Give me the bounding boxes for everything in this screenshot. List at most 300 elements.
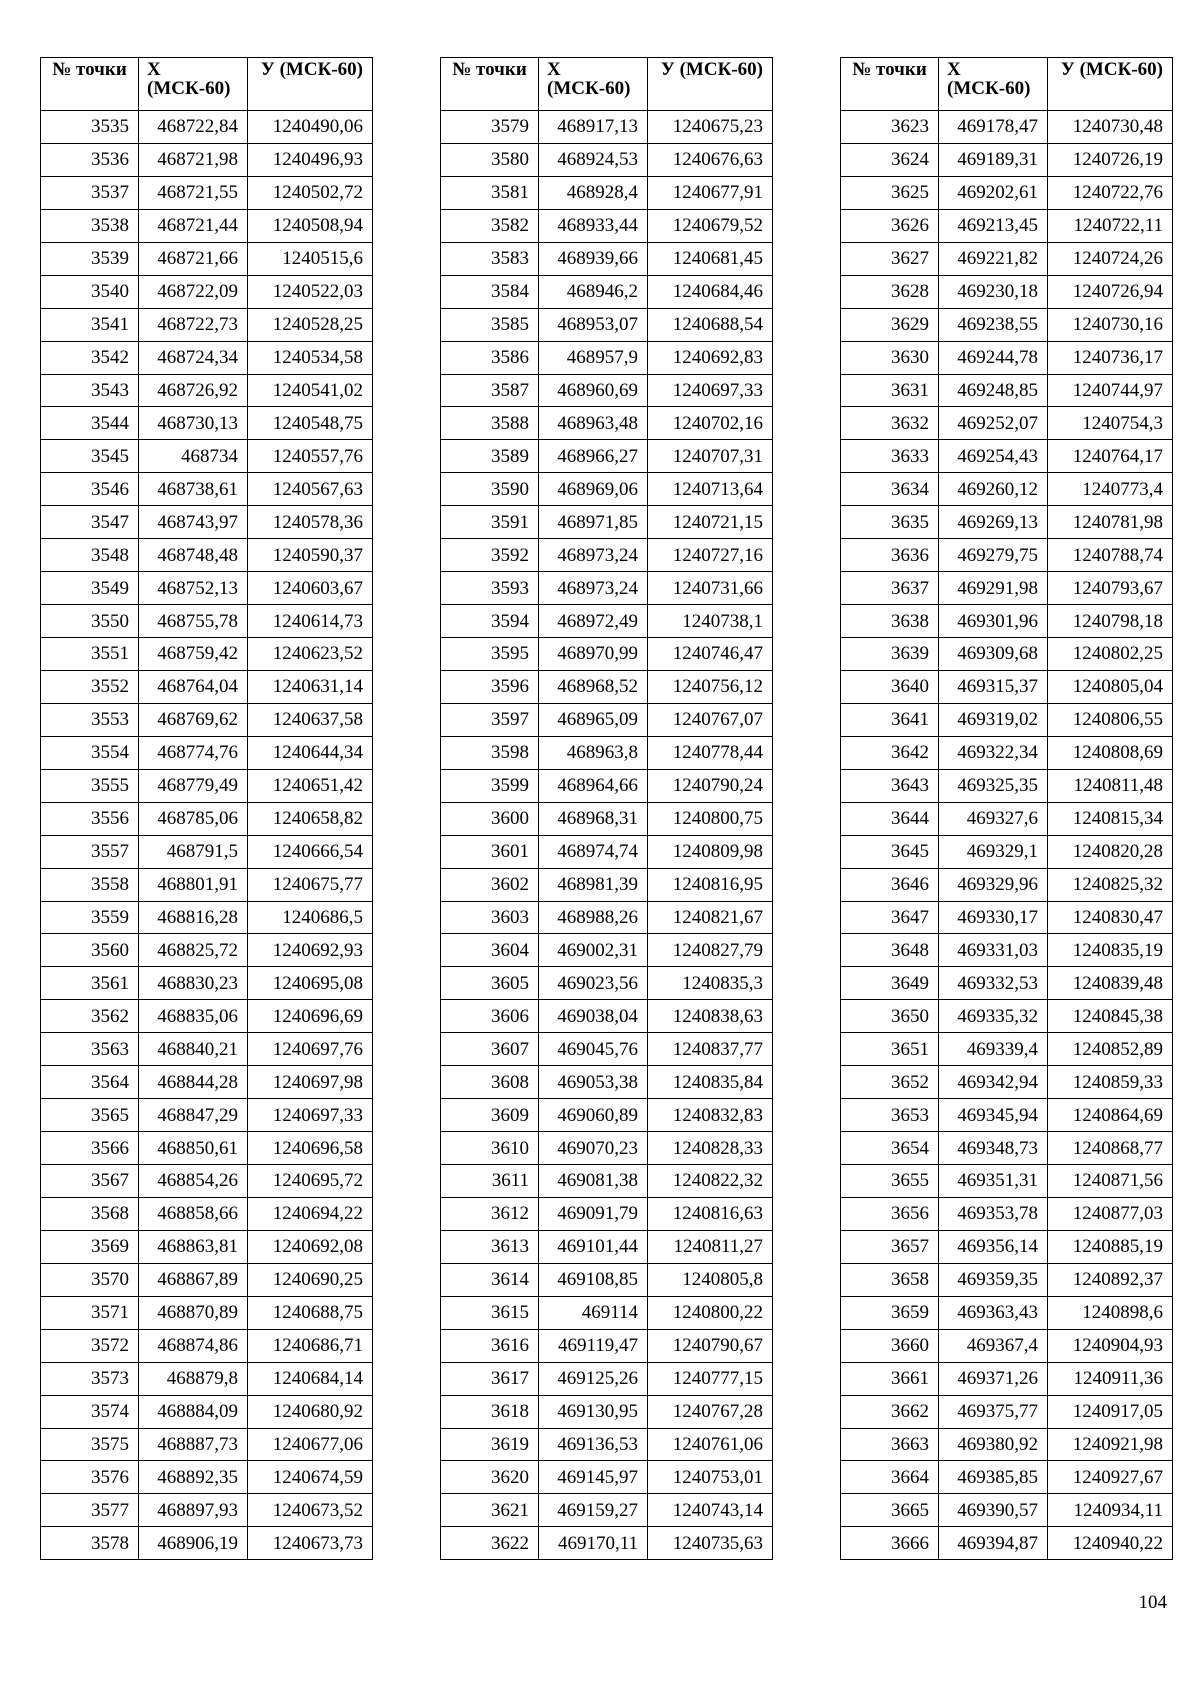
y-coordinate-cell: 1240788,74 [1048,539,1173,572]
point-number-cell: 3620 [441,1461,539,1494]
point-number-cell: 3563 [41,1033,139,1066]
x-coordinate-cell: 469170,11 [539,1527,648,1560]
table-row [441,341,773,374]
table-row [841,1066,1173,1099]
table-row [841,1461,1173,1494]
point-number-cell: 3590 [441,473,539,506]
table-row [841,407,1173,440]
table-row [441,1428,773,1461]
point-number-cell: 3543 [41,374,139,407]
table-row [841,1099,1173,1132]
y-coordinate-cell: 1240825,32 [1048,868,1173,901]
point-number-cell: 3659 [841,1296,939,1329]
y-coordinate-cell: 1240679,52 [648,209,773,242]
point-number-cell: 3594 [441,605,539,638]
point-number-cell: 3639 [841,638,939,671]
y-coordinate-cell: 1240744,97 [1048,374,1173,407]
x-coordinate-cell: 469202,61 [939,176,1048,209]
point-number-cell: 3587 [441,374,539,407]
y-coordinate-cell: 1240816,95 [648,868,773,901]
page-number: 104 [1138,1592,1167,1613]
y-coordinate-cell: 1240730,16 [1048,308,1173,341]
point-number-cell: 3566 [41,1132,139,1165]
y-coordinate-cell: 1240697,76 [248,1033,373,1066]
y-coordinate-cell: 1240835,19 [1048,934,1173,967]
x-coordinate-cell: 469363,43 [939,1296,1048,1329]
table-row [441,1362,773,1395]
header-point-number: № точки [441,58,539,111]
y-coordinate-cell: 1240821,67 [648,901,773,934]
table-row [441,802,773,835]
y-coordinate-cell: 1240722,11 [1048,209,1173,242]
x-coordinate-cell: 468917,13 [539,111,648,144]
table-row [41,473,373,506]
y-coordinate-cell: 1240838,63 [648,1000,773,1033]
x-coordinate-cell: 468973,24 [539,572,648,605]
table-row [841,1230,1173,1263]
x-coordinate-cell: 469301,96 [939,605,1048,638]
y-coordinate-cell: 1240637,58 [248,703,373,736]
y-coordinate-cell: 1240722,76 [1048,176,1173,209]
y-coordinate-cell: 1240830,47 [1048,901,1173,934]
point-number-cell: 3559 [41,901,139,934]
y-coordinate-cell: 1240631,14 [248,670,373,703]
y-coordinate-cell: 1240697,33 [248,1099,373,1132]
table-row [41,506,373,539]
point-number-cell: 3553 [41,703,139,736]
point-number-cell: 3617 [441,1362,539,1395]
x-coordinate-cell: 468850,61 [139,1132,248,1165]
x-coordinate-cell: 469145,97 [539,1461,648,1494]
x-coordinate-cell: 468791,5 [139,835,248,868]
table-header-row [41,58,373,111]
x-coordinate-cell: 469060,89 [539,1099,648,1132]
table-row [41,1230,373,1263]
x-coordinate-cell: 468774,76 [139,736,248,769]
y-coordinate-cell: 1240694,22 [248,1197,373,1230]
y-coordinate-cell: 1240684,14 [248,1362,373,1395]
point-number-cell: 3578 [41,1527,139,1560]
y-coordinate-cell: 1240692,83 [648,341,773,374]
table-row [841,934,1173,967]
x-coordinate-cell: 469045,76 [539,1033,648,1066]
point-number-cell: 3550 [41,605,139,638]
x-coordinate-cell: 469252,07 [939,407,1048,440]
y-coordinate-cell: 1240724,26 [1048,242,1173,275]
table-row [841,341,1173,374]
x-coordinate-cell: 468939,66 [539,242,648,275]
table-row [841,967,1173,1000]
x-coordinate-cell: 468816,28 [139,901,248,934]
point-number-cell: 3591 [441,506,539,539]
point-number-cell: 3600 [441,802,539,835]
point-number-cell: 3623 [841,111,939,144]
table-row [41,1494,373,1527]
y-coordinate-cell: 1240548,75 [248,407,373,440]
point-number-cell: 3666 [841,1527,939,1560]
table-row [841,605,1173,638]
y-coordinate-cell: 1240721,15 [648,506,773,539]
x-coordinate-cell: 468734 [139,440,248,473]
x-coordinate-cell: 468879,8 [139,1362,248,1395]
point-number-cell: 3542 [41,341,139,374]
x-coordinate-cell: 469327,6 [939,802,1048,835]
x-coordinate-cell: 468892,35 [139,1461,248,1494]
table-row [441,638,773,671]
y-coordinate-cell: 1240871,56 [1048,1165,1173,1198]
x-coordinate-cell: 469189,31 [939,143,1048,176]
point-number-cell: 3602 [441,868,539,901]
point-number-cell: 3582 [441,209,539,242]
table-row [41,308,373,341]
table-header-row [841,58,1173,111]
x-coordinate-cell: 469269,13 [939,506,1048,539]
y-coordinate-cell: 1240707,31 [648,440,773,473]
y-coordinate-cell: 1240692,08 [248,1230,373,1263]
y-coordinate-cell: 1240816,63 [648,1197,773,1230]
y-coordinate-cell: 1240738,1 [648,605,773,638]
x-coordinate-cell: 469248,85 [939,374,1048,407]
point-number-cell: 3547 [41,506,139,539]
point-number-cell: 3657 [841,1230,939,1263]
point-number-cell: 3648 [841,934,939,967]
point-number-cell: 3548 [41,539,139,572]
point-number-cell: 3643 [841,769,939,802]
point-number-cell: 3604 [441,934,539,967]
point-number-cell: 3580 [441,143,539,176]
table-row [41,1263,373,1296]
point-number-cell: 3606 [441,1000,539,1033]
y-coordinate-cell: 1240790,67 [648,1329,773,1362]
point-number-cell: 3663 [841,1428,939,1461]
point-number-cell: 3556 [41,802,139,835]
x-coordinate-cell: 468722,09 [139,275,248,308]
y-coordinate-cell: 1240688,75 [248,1296,373,1329]
point-number-cell: 3575 [41,1428,139,1461]
y-coordinate-cell: 1240697,33 [648,374,773,407]
table-row [41,736,373,769]
point-number-cell: 3592 [441,539,539,572]
x-coordinate-cell: 468897,93 [139,1494,248,1527]
x-coordinate-cell: 468957,9 [539,341,648,374]
x-coordinate-cell: 469367,4 [939,1329,1048,1362]
point-number-cell: 3577 [41,1494,139,1527]
x-coordinate-cell: 469101,44 [539,1230,648,1263]
point-number-cell: 3651 [841,1033,939,1066]
table-row [41,374,373,407]
point-number-cell: 3599 [441,769,539,802]
table-row [41,440,373,473]
table-row [441,242,773,275]
point-number-cell: 3653 [841,1099,939,1132]
y-coordinate-cell: 1240859,33 [1048,1066,1173,1099]
table-row [41,143,373,176]
y-coordinate-cell: 1240940,22 [1048,1527,1173,1560]
point-number-cell: 3642 [841,736,939,769]
x-coordinate-cell: 468973,24 [539,539,648,572]
table-row [841,539,1173,572]
point-number-cell: 3536 [41,143,139,176]
y-coordinate-cell: 1240692,93 [248,934,373,967]
point-number-cell: 3573 [41,1362,139,1395]
table-row [841,242,1173,275]
point-number-cell: 3598 [441,736,539,769]
x-coordinate-cell: 469371,26 [939,1362,1048,1395]
point-number-cell: 3637 [841,572,939,605]
table-row [41,934,373,967]
x-coordinate-cell: 468801,91 [139,868,248,901]
table-row [41,341,373,374]
x-coordinate-cell: 469230,18 [939,275,1048,308]
table-row [41,111,373,144]
x-coordinate-cell: 469335,32 [939,1000,1048,1033]
table-row [441,769,773,802]
x-coordinate-cell: 468906,19 [139,1527,248,1560]
table-row [41,242,373,275]
point-number-cell: 3572 [41,1329,139,1362]
y-coordinate-cell: 1240675,23 [648,111,773,144]
x-coordinate-cell: 468724,34 [139,341,248,374]
point-number-cell: 3581 [441,176,539,209]
table-row [441,308,773,341]
x-coordinate-cell: 469291,98 [939,572,1048,605]
table-row [41,209,373,242]
y-coordinate-cell: 1240736,17 [1048,341,1173,374]
table-row [841,572,1173,605]
table-row [441,835,773,868]
y-coordinate-cell: 1240852,89 [1048,1033,1173,1066]
y-coordinate-cell: 1240730,48 [1048,111,1173,144]
point-number-cell: 3610 [441,1132,539,1165]
x-coordinate-cell: 469260,12 [939,473,1048,506]
point-number-cell: 3660 [841,1329,939,1362]
x-coordinate-cell: 468970,99 [539,638,648,671]
table-row [441,176,773,209]
x-coordinate-cell: 468884,09 [139,1395,248,1428]
y-coordinate-cell: 1240726,94 [1048,275,1173,308]
y-coordinate-cell: 1240541,02 [248,374,373,407]
point-number-cell: 3607 [441,1033,539,1066]
y-coordinate-cell: 1240898,6 [1048,1296,1173,1329]
y-coordinate-cell: 1240864,69 [1048,1099,1173,1132]
table-row [441,1132,773,1165]
x-coordinate-cell: 469390,57 [939,1494,1048,1527]
y-coordinate-cell: 1240522,03 [248,275,373,308]
table-row [441,1165,773,1198]
table-row [841,1263,1173,1296]
coordinate-table [40,57,373,1560]
table-row [441,1000,773,1033]
x-coordinate-cell: 468730,13 [139,407,248,440]
y-coordinate-cell: 1240767,07 [648,703,773,736]
y-coordinate-cell: 1240673,52 [248,1494,373,1527]
table-row [41,901,373,934]
table-row [41,1132,373,1165]
x-coordinate-cell: 469114 [539,1296,648,1329]
table-row [441,1296,773,1329]
y-coordinate-cell: 1240868,77 [1048,1132,1173,1165]
point-number-cell: 3612 [441,1197,539,1230]
point-number-cell: 3644 [841,802,939,835]
header-y-coordinate: У (МСК-60) [248,58,373,111]
point-number-cell: 3629 [841,308,939,341]
x-coordinate-cell: 469125,26 [539,1362,648,1395]
x-coordinate-cell: 469309,68 [939,638,1048,671]
x-coordinate-cell: 468946,2 [539,275,648,308]
y-coordinate-cell: 1240674,59 [248,1461,373,1494]
table-row [841,868,1173,901]
point-number-cell: 3554 [41,736,139,769]
y-coordinate-cell: 1240623,52 [248,638,373,671]
y-coordinate-cell: 1240761,06 [648,1428,773,1461]
point-number-cell: 3540 [41,275,139,308]
x-coordinate-cell: 469178,47 [939,111,1048,144]
table-row [41,1362,373,1395]
table-row [441,111,773,144]
point-number-cell: 3537 [41,176,139,209]
table-row [841,308,1173,341]
table-row [41,967,373,1000]
point-number-cell: 3656 [841,1197,939,1230]
x-coordinate-cell: 468721,66 [139,242,248,275]
y-coordinate-cell: 1240832,83 [648,1099,773,1132]
table-row [441,670,773,703]
x-coordinate-cell: 469353,78 [939,1197,1048,1230]
table-row [441,143,773,176]
x-coordinate-cell: 469002,31 [539,934,648,967]
y-coordinate-cell: 1240557,76 [248,440,373,473]
table-row [41,1000,373,1033]
y-coordinate-cell: 1240680,92 [248,1395,373,1428]
table-row [841,374,1173,407]
y-coordinate-cell: 1240911,36 [1048,1362,1173,1395]
y-coordinate-cell: 1240686,71 [248,1329,373,1362]
table-row [841,1000,1173,1033]
y-coordinate-cell: 1240827,79 [648,934,773,967]
y-coordinate-cell: 1240781,98 [1048,506,1173,539]
table-row [441,703,773,736]
x-coordinate-cell: 468722,84 [139,111,248,144]
table-header-row [441,58,773,111]
x-coordinate-cell: 468969,06 [539,473,648,506]
table-row [441,1230,773,1263]
x-coordinate-cell: 469351,31 [939,1165,1048,1198]
x-coordinate-cell: 468863,81 [139,1230,248,1263]
table-row [441,506,773,539]
y-coordinate-cell: 1240534,58 [248,341,373,374]
point-number-cell: 3562 [41,1000,139,1033]
x-coordinate-cell: 469385,85 [939,1461,1048,1494]
table-row [41,572,373,605]
y-coordinate-cell: 1240811,48 [1048,769,1173,802]
table-row [841,1296,1173,1329]
table-row [441,901,773,934]
point-number-cell: 3552 [41,670,139,703]
table-row [41,670,373,703]
point-number-cell: 3583 [441,242,539,275]
table-row [41,275,373,308]
x-coordinate-cell: 469394,87 [939,1527,1048,1560]
table-row [41,769,373,802]
point-number-cell: 3609 [441,1099,539,1132]
point-number-cell: 3565 [41,1099,139,1132]
table-row [441,868,773,901]
x-coordinate-cell: 469038,04 [539,1000,648,1033]
table-row [41,703,373,736]
x-coordinate-cell: 469315,37 [939,670,1048,703]
table-row [441,473,773,506]
y-coordinate-cell: 1240681,45 [648,242,773,275]
x-coordinate-cell: 468721,55 [139,176,248,209]
x-coordinate-cell: 469329,1 [939,835,1048,868]
point-number-cell: 3584 [441,275,539,308]
x-coordinate-cell: 468830,23 [139,967,248,1000]
table-row [441,736,773,769]
point-number-cell: 3560 [41,934,139,967]
y-coordinate-cell: 1240713,64 [648,473,773,506]
point-number-cell: 3539 [41,242,139,275]
x-coordinate-cell: 469380,92 [939,1428,1048,1461]
y-coordinate-cell: 1240603,67 [248,572,373,605]
y-coordinate-cell: 1240815,34 [1048,802,1173,835]
point-number-cell: 3611 [441,1165,539,1198]
x-coordinate-cell: 469238,55 [939,308,1048,341]
x-coordinate-cell: 469244,78 [939,341,1048,374]
y-coordinate-cell: 1240917,05 [1048,1395,1173,1428]
table-row [441,1527,773,1560]
point-number-cell: 3585 [441,308,539,341]
point-number-cell: 3630 [841,341,939,374]
table-row [41,176,373,209]
point-number-cell: 3570 [41,1263,139,1296]
point-number-cell: 3569 [41,1230,139,1263]
table-row [41,1527,373,1560]
table-row [441,1494,773,1527]
y-coordinate-cell: 1240778,44 [648,736,773,769]
point-number-cell: 3658 [841,1263,939,1296]
y-coordinate-cell: 1240702,16 [648,407,773,440]
point-number-cell: 3647 [841,901,939,934]
point-number-cell: 3619 [441,1428,539,1461]
x-coordinate-cell: 468960,69 [539,374,648,407]
point-number-cell: 3586 [441,341,539,374]
point-number-cell: 3635 [841,506,939,539]
y-coordinate-cell: 1240837,77 [648,1033,773,1066]
table-row [441,1033,773,1066]
table-row [841,209,1173,242]
header-y-coordinate: У (МСК-60) [648,58,773,111]
point-number-cell: 3551 [41,638,139,671]
x-coordinate-cell: 469331,03 [939,934,1048,967]
point-number-cell: 3661 [841,1362,939,1395]
x-coordinate-cell: 468968,31 [539,802,648,835]
point-number-cell: 3605 [441,967,539,1000]
point-number-cell: 3571 [41,1296,139,1329]
point-number-cell: 3568 [41,1197,139,1230]
table-row [41,1033,373,1066]
table-row [841,440,1173,473]
x-coordinate-cell: 468933,44 [539,209,648,242]
y-coordinate-cell: 1240673,73 [248,1527,373,1560]
point-number-cell: 3561 [41,967,139,1000]
table-row [841,670,1173,703]
x-coordinate-cell: 468835,06 [139,1000,248,1033]
y-coordinate-cell: 1240528,25 [248,308,373,341]
y-coordinate-cell: 1240614,73 [248,605,373,638]
x-coordinate-cell: 469375,77 [939,1395,1048,1428]
x-coordinate-cell: 468759,42 [139,638,248,671]
x-coordinate-cell: 469221,82 [939,242,1048,275]
